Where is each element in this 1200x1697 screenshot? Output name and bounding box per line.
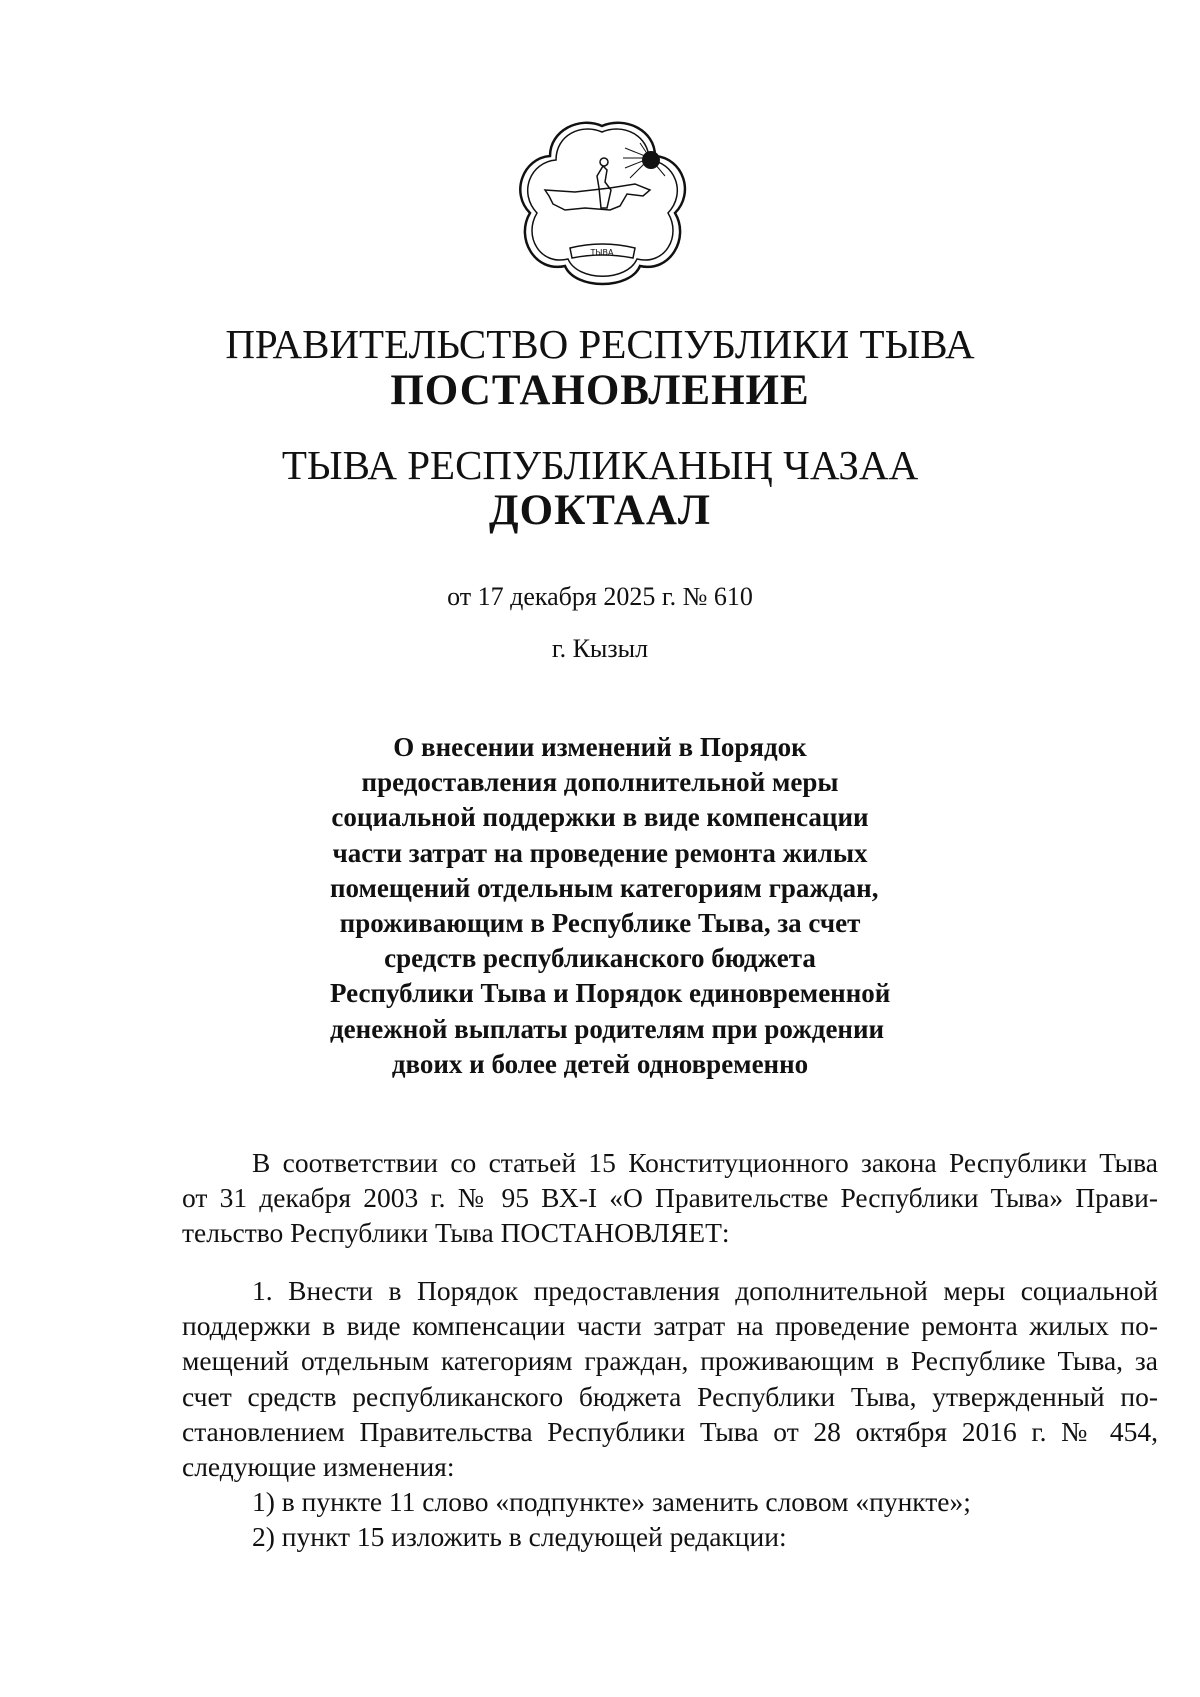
subject-line: части затрат на проведение ремонта жилых	[332, 837, 868, 868]
document-type-tyv: ДОКТААЛ	[489, 487, 711, 534]
government-name-tyv: ТЫВА РЕСПУБЛИКАНЫҢ ЧАЗАА	[281, 442, 919, 488]
document-date-number: от 17 декабря 2025 г. № 610	[447, 582, 753, 611]
document-city: г. Кызыл	[551, 634, 649, 663]
text-line: счет средств республиканского бюджета Республики Тыва, утвержденный по-	[182, 1380, 1158, 1412]
subject-line: денежной выплаты родителям при рождении	[330, 1013, 885, 1044]
text-line: становлением Правительства Республики Тыва от 28 октября 2016 г. № 454,	[182, 1415, 1158, 1447]
text-line: мещений отдельным категориям граждан, проживающим в Республике Тыва, за	[182, 1345, 1158, 1377]
text-line: следующие изменения:	[182, 1451, 455, 1483]
text-line: от 31 декабря 2003 г. № 95 ВХ-I «О Правительстве Республики Тыва» Прави-	[182, 1182, 1158, 1214]
text-line: поддержки в виде компенсации части затрат на проведение ремонта жилых по-	[182, 1310, 1158, 1342]
svg-text:ТЫВА: ТЫВА	[590, 248, 614, 257]
item-1-paragraph	[182, 1273, 1158, 1555]
text-line: 1) в пункте 11 слово «подпункте» заменить словом «пункте»;	[252, 1486, 971, 1518]
subject-line: помещений отдельным категориям граждан,	[330, 872, 879, 903]
document-type-ru: ПОСТАНОВЛЕНИЕ	[390, 367, 810, 414]
subject-line: двоих и более детей одновременно	[391, 1048, 809, 1079]
subject-line: Республики Тыва и Порядок единовременной	[330, 978, 891, 1009]
subject-line: проживающим в Республике Тыва, за счет	[339, 908, 861, 939]
subject-line: социальной поддержки в виде компенсации	[331, 802, 869, 833]
subject-line: О внесении изменений в Порядок	[393, 732, 807, 762]
coat-of-arms-emblem	[515, 118, 690, 288]
text-line: тельство Республики Тыва ПОСТАНОВЛЯЕТ:	[182, 1217, 730, 1249]
subject-line: предоставления дополнительной меры	[361, 767, 839, 798]
subject-line: средств республиканского бюджета	[384, 943, 816, 974]
government-name-ru: ПРАВИТЕЛЬСТВО РЕСПУБЛИКИ ТЫВА	[225, 321, 975, 367]
text-line: В соответствии со статьей 15 Конституционного закона Республики Тыва	[252, 1147, 1158, 1178]
preamble-paragraph	[182, 1145, 1158, 1251]
text-line: 1. Внести в Порядок предоставления дополнительной меры социальной	[252, 1275, 1158, 1306]
text-line: 2) пункт 15 изложить в следующей редакции:	[252, 1521, 787, 1553]
document-subject	[330, 730, 891, 1082]
